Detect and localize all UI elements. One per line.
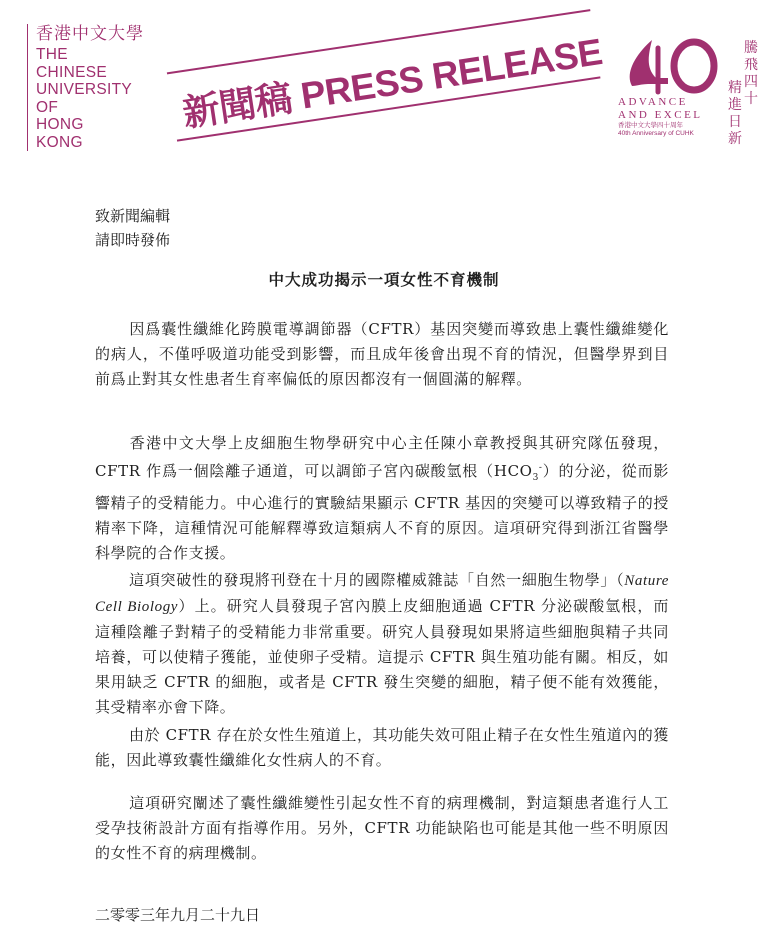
university-name-line: THE xyxy=(36,46,68,63)
journal-name: Nature Cell Biology xyxy=(95,573,669,615)
press-release-banner xyxy=(167,9,605,141)
paragraph-text: 因爲囊性纖維化跨膜電導調節器（CFTR）基因突變而導致患上囊性纖維變化的病人，不僅呼吸道功能受到影響，而且成年後會出現不育的情況，但醫學界到目前爲止對其女性患者生育率偏低的原因都沒有一個圓滿的解釋。 xyxy=(95,320,669,388)
paragraph-text: 香港中文大學上皮細胞生物學研究中心主任陳小章教授與其研究隊伍發現，CFTR 作爲一個陰離子通道，可以調節子宮內碳酸氫根（HCO xyxy=(95,434,669,480)
anniversary-vertical-slogan-1: 騰飛四十 xyxy=(744,40,758,107)
university-name-line: KONG xyxy=(36,133,83,151)
university-logo xyxy=(27,24,144,151)
university-name-line: HONG xyxy=(36,116,84,133)
body-paragraph-2 xyxy=(95,431,669,566)
anniversary-motto-line2: AND EXCEL xyxy=(618,109,703,121)
university-name-line: OF xyxy=(36,98,59,116)
chemical-superscript: - xyxy=(538,463,543,473)
anniversary-chinese-caption: 香港中文大學四十周年 xyxy=(618,122,683,129)
paragraph-text: ）上。研究人員發現子宮內膜上皮細胞通過 CFTR 分泌碳酸氫根，而這種陰離子對精子的受精能力非常重要。研究人員發現如果將這些細胞與精子共同培養，可以使精子獲能，並使卵子受精。這提示 CFTR 與生殖功能有關。相反，如果用缺乏 CFTR 的細胞，或者是 CFTR 發生突變的細胞，精子便不能有效獲能，其受精率亦會下降。 xyxy=(95,597,669,716)
release-date: 二零零三年九月二十九日 xyxy=(95,906,261,924)
paragraph-text: ）的分泌，從而影響精子的受精能力。中心進行的實驗結果顯示 CFTR 基因的突變可以導致精子的授精率下降，這種情況可能解釋導致這類病人不育的原因。這項研究得到浙江省醫學科學院的合作支援。 xyxy=(95,462,669,562)
salutation-line: 請即時發佈 xyxy=(95,231,171,249)
body-paragraph-1 xyxy=(95,317,669,392)
salutation-line: 致新聞編輯 xyxy=(95,207,171,225)
university-name-line: UNIVERSITY xyxy=(36,81,133,98)
body-paragraph-5 xyxy=(95,791,669,866)
body-paragraph-4 xyxy=(95,723,669,773)
press-release-label: 新聞稿 PRESS RELEASE xyxy=(180,31,605,135)
anniversary-vertical-slogan-2: 精進日新 xyxy=(728,80,742,147)
paragraph-text: 這項研究闡述了囊性纖維變性引起女性不育的病理機制，對這類患者進行人工受孕技術設計方面有指導作用。另外，CFTR 功能缺陷也可能是其他一些不明原因的女性不育的病理機制。 xyxy=(95,794,669,862)
salutation xyxy=(95,204,170,252)
press-release-title: 中大成功揭示一項女性不育機制 xyxy=(268,270,500,289)
anniversary-40-emblem-icon xyxy=(618,34,722,96)
anniversary-logo xyxy=(618,34,728,138)
anniversary-motto-line1: ADVANCE xyxy=(618,96,688,108)
university-name-english xyxy=(36,46,144,151)
paragraph-text: 由於 CFTR 存在於女性生殖道上，其功能失效可阻止精子在女性生殖道內的獲能，因此導致囊性纖維化女性病人的不育。 xyxy=(95,726,669,769)
body-paragraph-3 xyxy=(95,568,669,720)
chemical-subscript: 3 xyxy=(532,473,539,483)
university-name-line: CHINESE xyxy=(36,63,108,81)
anniversary-english-caption: 40th Anniversary of CUHK xyxy=(618,130,694,137)
paragraph-text: 這項突破性的發現將刊登在十月的國際權威雜誌「自然一細胞生物學」（ xyxy=(129,571,625,589)
university-name-chinese: 香港中文大學 xyxy=(36,24,144,44)
